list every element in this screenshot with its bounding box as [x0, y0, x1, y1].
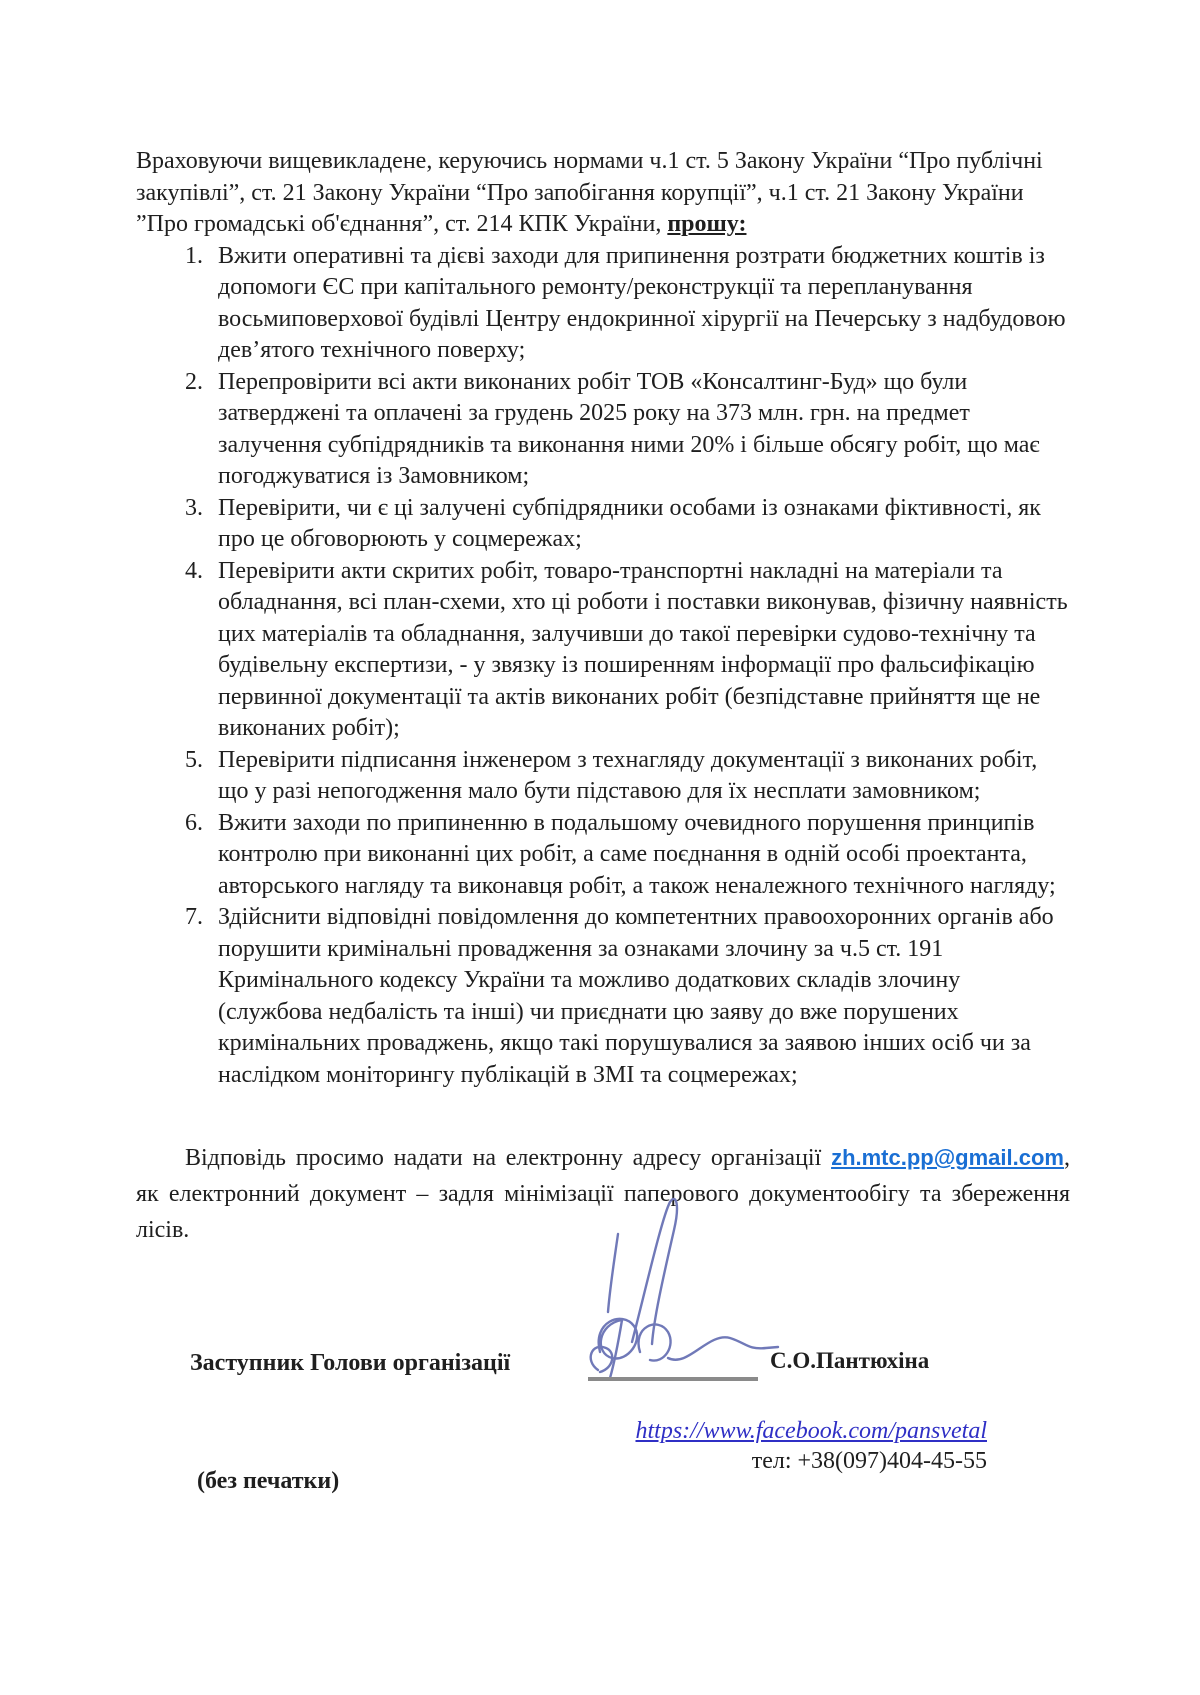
list-item-text: Вжити заходи по припиненню в подальшому очевидного порушення принципів контролю при виконанні цих робіт, а саме поєднання в одній особі проектанта, авторського нагляду та виконавця робіт, а також неналежного технічного нагляду;: [218, 809, 1056, 899]
list-item: [136, 808, 1070, 903]
email-link[interactable]: zh.mtc.pp@gmail.com: [831, 1145, 1064, 1170]
list-item-text: Вжити оперативні та дієві заходи для припинення розтрати бюджетних коштів із допомоги ЄС при капітального ремонту/реконструкції та перепланування восьмиповерхової будівлі Центру ендокринної хірургії на Печерську з надбудовою дев’ятого технічного поверху;: [218, 242, 1066, 363]
demands-list: [136, 241, 1070, 1092]
list-item: [136, 556, 1070, 745]
list-item-text: Перевірити підписання інженером з технагляду документації з виконаних робіт, що у разі непогодження мало бути підставою для їх несплати замовником;: [218, 746, 1038, 804]
intro-text: Враховуючи вищевикладене, керуючись нормами ч.1 ст. 5 Закону України “Про публічні закупівлі”, ст. 21 Закону України “Про запобігання корупції”, ч.1 ст. 21 Закону України ”Про громадські об'єднання”, ст. 214 КПК України,: [136, 148, 1043, 237]
closing-text-before-email: Відповідь просимо надати на електронну адресу організації: [185, 1145, 832, 1171]
list-item-number: 3.: [185, 494, 203, 521]
signature-image: [570, 1192, 780, 1382]
list-item: [136, 241, 1070, 367]
list-item: [136, 493, 1070, 556]
facebook-link[interactable]: https://www.facebook.com/pansvetal: [635, 1418, 987, 1444]
signer-name: С.О.Пантюхіна: [770, 1348, 930, 1373]
list-item-text: Перепровірити всі акти виконаних робіт ТОВ «Консалтинг-Буд» що були затверджені та оплачені за грудень 2025 року на 373 млн. грн. на предмет залучення субпідрядників та виконання ними 20% і більше обсягу робіт, що має погоджуватися із Замовником;: [218, 368, 1040, 489]
list-item: [136, 902, 1070, 1091]
document-body: [136, 146, 1070, 1248]
closing-text-after-email: , як електронний документ – задля мінімізації паперового документообігу та збереження лісів.: [136, 1145, 1070, 1243]
list-item: [136, 745, 1070, 808]
list-item-number: 4.: [185, 557, 203, 584]
request-keyword: прошу:: [667, 211, 747, 237]
list-item-number: 1.: [185, 242, 203, 269]
list-item-text: Перевірити акти скритих робіт, товаро-транспортні накладні на матеріали та обладнання, всі план-схеми, хто ці роботи і поставки виконував, фізичну наявність цих матеріалів та обладнання, залучивши до такої перевірки судово-технічну та будівельну експертизи, - у звязку із поширенням інформації про фальсифікацію первинної документації та актів виконаних робіт (безпідставне прийняття ще не виконаних робіт);: [218, 557, 1068, 741]
list-item-number: 5.: [185, 746, 203, 773]
signature-line: [588, 1377, 758, 1381]
no-seal-note: (без печатки): [197, 1468, 340, 1494]
list-item-number: 6.: [185, 809, 203, 836]
list-item: [136, 367, 1070, 493]
list-item-text: Перевірити, чи є ці залучені субпідрядники особами із ознаками фіктивності, як про це обговорюють у соцмережах;: [218, 494, 1041, 552]
list-item-number: 7.: [185, 904, 203, 930]
signer-title: Заступник Голови організації: [190, 1350, 511, 1376]
list-item-number: 2.: [185, 368, 203, 395]
phone-number: тел: +38(097)404-45-55: [751, 1448, 987, 1474]
list-item-text: Здійснити відповідні повідомлення до компетентних правоохоронних органів або порушити кримінальні провадження за ознаками злочину за ч.5 ст. 191 Кримінального кодексу України та можливо додаткових складів злочину (службова недбалість та інші) чи приєднати цю заяву до вже порушених кримінальних проваджень, якщо такі порушувалися за заявою інших осіб чи за наслідком моніторингу публікацій в ЗМІ та соцмережах;: [218, 904, 1054, 1088]
intro-paragraph: [136, 146, 1070, 241]
